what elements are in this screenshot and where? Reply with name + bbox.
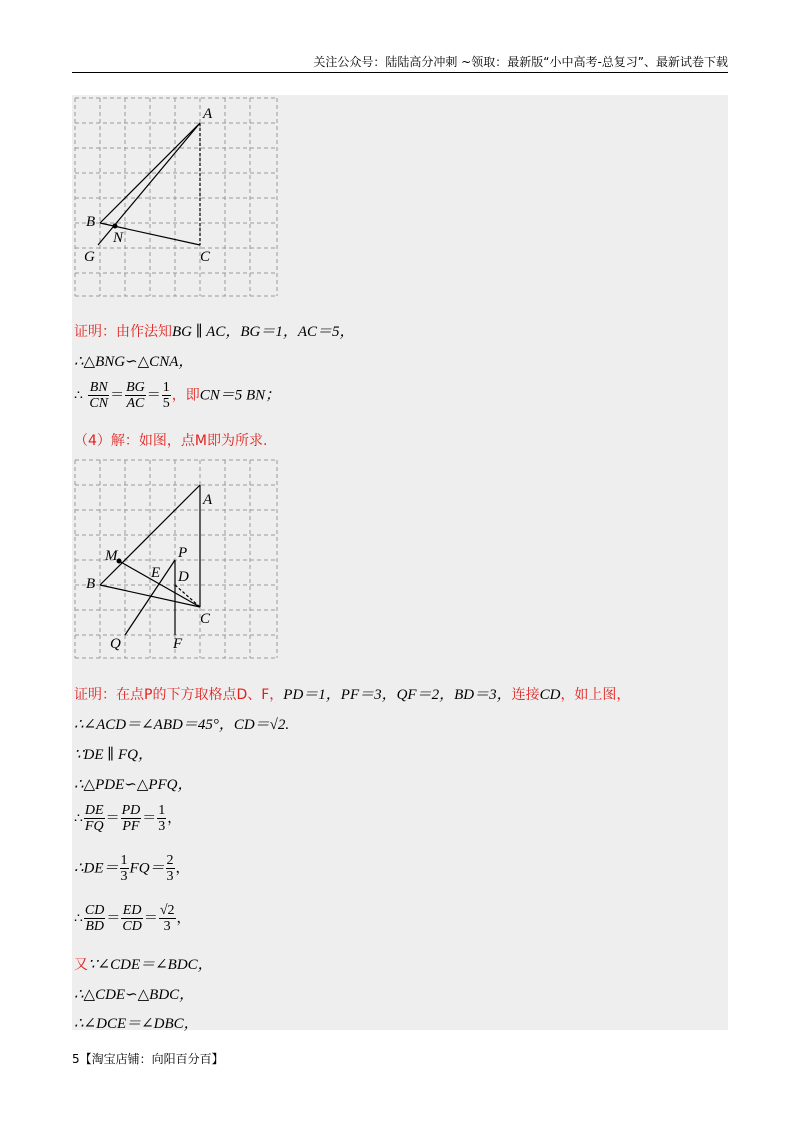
therefore-symbol: ∴ [74, 387, 83, 404]
proof2-line2 [74, 713, 289, 734]
proof2-line8 [74, 953, 213, 974]
label-g: G [84, 249, 95, 265]
proof2-line4-text: ∴△PDE∽△PFQ， [74, 777, 193, 793]
figure-2-grid [72, 457, 280, 661]
label-b: B [86, 214, 96, 230]
label-q: Q [110, 636, 121, 652]
label-a: A [203, 106, 213, 122]
fraction-1-3: $\frac{1}{3}$ [120, 853, 128, 884]
proof1-line2 [74, 350, 193, 371]
proof1-line3-tail: CN＝5 BN； [199, 387, 281, 404]
proof2-line3-text: ∵DE ∥ FQ， [74, 747, 153, 763]
label-n: N [113, 230, 124, 246]
proof2-line9-text: ∴△CDE∽△BDC， [74, 987, 195, 1003]
label-p: P [178, 545, 188, 561]
proof2-line9 [74, 983, 194, 1004]
proof1-line1 [74, 320, 354, 341]
fraction-1-3: $\frac{1}{3}$ [158, 803, 166, 834]
page-header: 关注公众号：陆陆高分冲刺 ~领取：最新版“小中高考-总复习”、最新试卷下载 [72, 52, 728, 73]
proof2-line1-red3: ，如上图， [560, 687, 631, 703]
proof2-line1-math: PD＝1，PF＝3，QF＝2，BD＝3， [283, 687, 512, 703]
label-c: C [200, 249, 211, 265]
part4-heading: （4）解：如图，点M即为所求. [74, 433, 268, 449]
fraction-bn-cn: $\frac{BN}{CN}$ [89, 380, 109, 411]
proof1-line3-red: ，即 [171, 387, 200, 404]
proof2-line5: ∴ $\frac{DE}{FQ}$ ＝ $\frac{PD}{PF}$ ＝ $\frac{1}{3}$ ， [74, 803, 182, 834]
proof2-line6 [74, 853, 190, 884]
label-c: C [200, 611, 211, 627]
proof2-line6-mid: FQ＝ [129, 860, 165, 877]
fraction-de-fq: $\frac{DE}{FQ}$ [84, 803, 104, 834]
comma: ， [176, 910, 191, 927]
proof2-line7: ∴ $\frac{CD}{BD}$ ＝ $\frac{ED}{CD}$ ＝ $\frac{√2}{3}$ ， [74, 903, 191, 934]
proof1-line1-prefix: 证明：由作法知 [74, 324, 172, 340]
proof2-line2-text: ∴∠ACD＝∠ABD＝45°，CD＝√2. [74, 717, 290, 733]
figure-1-grid [72, 95, 280, 299]
therefore-symbol: ∴ [74, 810, 83, 827]
proof2-line8-red: 又 [74, 957, 88, 973]
fraction-ed-cd: $\frac{ED}{CD}$ [122, 903, 142, 934]
proof2-line10 [74, 1012, 199, 1033]
fraction-pd-pf: $\frac{PD}{PF}$ [121, 803, 141, 834]
therefore-symbol: ∴ [74, 910, 83, 927]
comma: ， [167, 810, 182, 827]
point-n [113, 224, 118, 229]
fraction-bg-ac: $\frac{BG}{AC}$ [126, 380, 145, 411]
proof2-line6-prefix: ∴DE＝ [74, 860, 119, 877]
label-f: F [173, 636, 183, 652]
fraction-1-5: $\frac{1}{5}$ [162, 380, 170, 411]
proof2-line10-text: ∴∠DCE＝∠DBC， [74, 1016, 199, 1032]
fraction-cd-bd: $\frac{CD}{BD}$ [84, 903, 105, 934]
proof1-line1-math: BG ∥ AC，BG＝1，AC＝5， [172, 324, 355, 340]
label-m: M [105, 548, 118, 564]
proof1-line2-text: ∴△BNG∽△CNA， [74, 354, 194, 370]
page-footer: 5【淘宝店铺：向阳百分百】 [72, 1052, 224, 1066]
proof2-line1-red2: 连接 [511, 687, 540, 703]
fraction-2-3: $\frac{2}{3}$ [166, 853, 174, 884]
proof2-line4 [74, 773, 193, 794]
proof2-line1-prefix: 证明：在点P的下方取格点D、F， [74, 687, 284, 703]
proof1-line3: ∴ $\frac{BN}{CN}$ ＝ $\frac{BG}{AC}$ ＝ $\frac{1}{5}$ ，即CN＝5 BN； [74, 380, 281, 411]
proof2-line8-text: ∵∠CDE＝∠BDC， [88, 957, 213, 973]
proof2-line3 [74, 743, 153, 764]
label-e: E [151, 565, 161, 581]
comma: ， [175, 860, 190, 877]
fraction-sqrt2-3: $\frac{√2}{3}$ [159, 903, 175, 934]
label-d: D [178, 569, 189, 585]
segment-ba [100, 123, 200, 223]
proof2-line1-cd: CD [539, 687, 561, 703]
label-a: A [203, 492, 213, 508]
proof2-line1 [74, 683, 630, 704]
label-b: B [86, 576, 96, 592]
